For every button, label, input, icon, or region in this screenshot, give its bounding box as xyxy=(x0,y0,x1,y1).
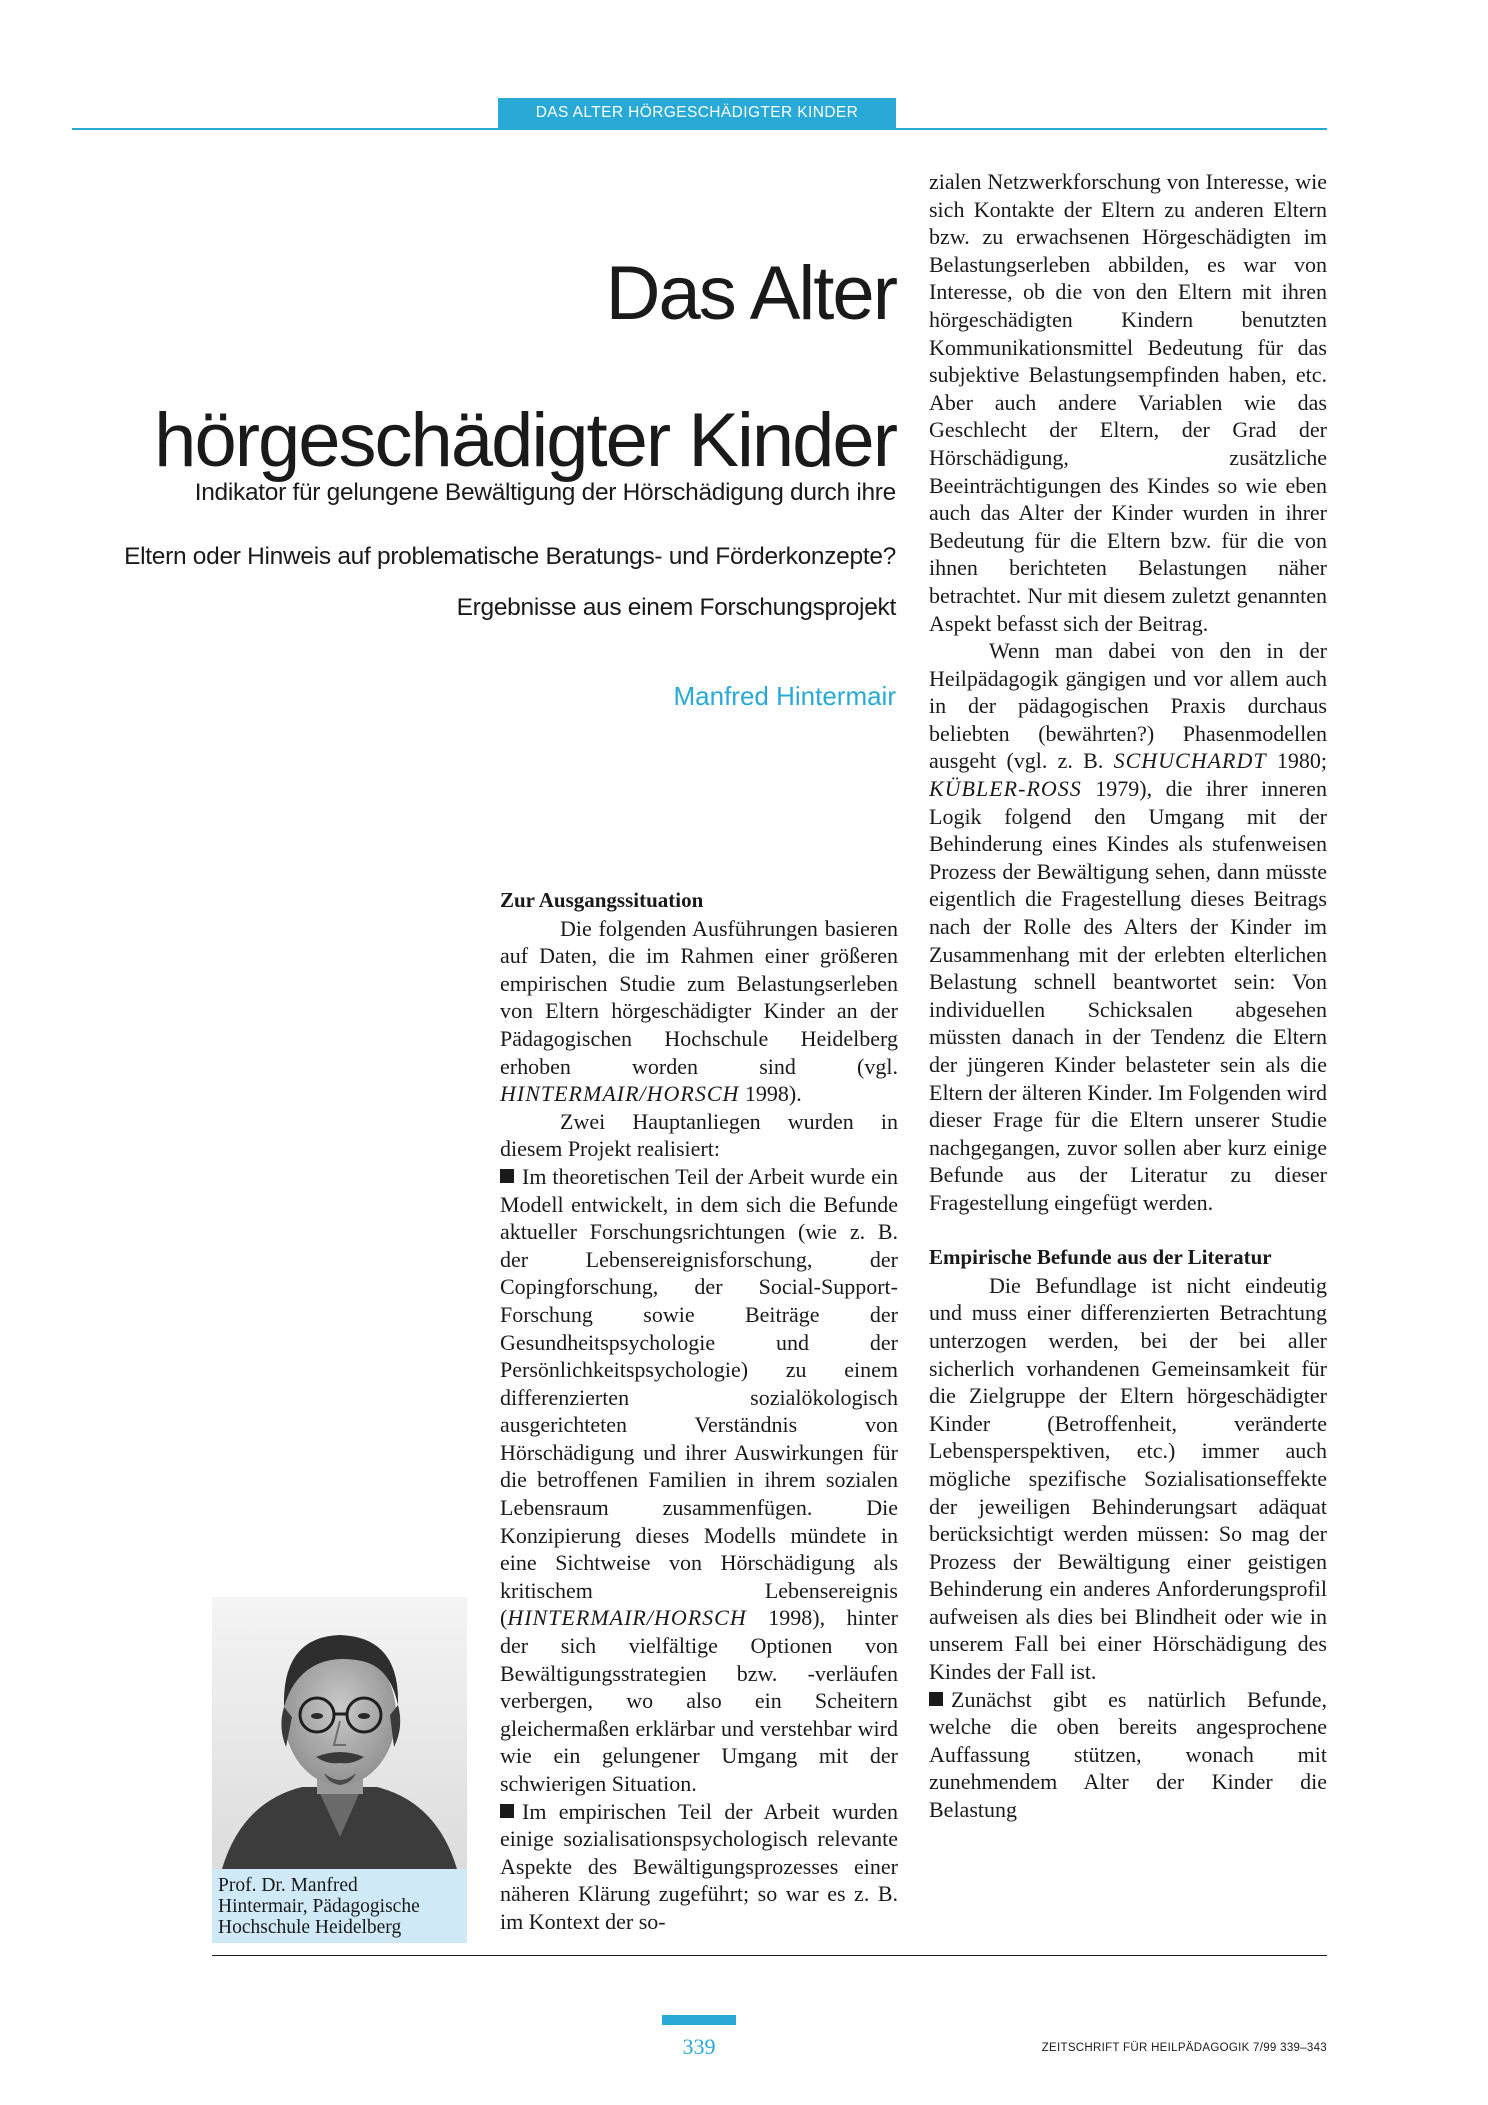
subtitle-line-2: Eltern oder Hinweis auf problematische Beratungs- und Förderkonzepte? xyxy=(124,543,896,570)
square-bullet-icon xyxy=(500,1804,514,1818)
citation: HINTERMAIR/HORSCH xyxy=(500,1081,740,1107)
caption-line: Prof. Dr. Manfred xyxy=(218,1875,358,1896)
text-span: Die folgenden Ausführungen basieren auf Daten, die im Rahmen einer größeren empirischen Studie zum Belastungserleben von Eltern hörgeschädigter Kinder an der Pädagogischen Hochschule Heidelberg erhoben worden sind (vgl. xyxy=(500,915,898,1079)
section-heading-empirische-befunde: Empirische Befunde aus der Literatur xyxy=(929,1245,1272,1270)
paragraph: Die Befundlage ist nicht eindeutig und muss einer differenzierten Betrachtung unterzogen werden, bei der bei aller sicherlich vorhandenen Gemeinsamkeit für die Zielgruppe der Eltern hörgeschädigter Kinder (Betroffenheit, veränderte Lebensperspektiven, etc.) immer auch mögliche spezifische Sozialisationseffekte der jeweiligen Behinderungsart adäquat berücksichtigt werden müssen: So mag der Prozess der Bewältigung einer geistigen Behinderung ein anderes Anforderungsprofil aufweisen als dies bei Blindheit oder wie in unserem Fall bei einer Hörschädigung des Kindes der Fall ist. xyxy=(929,1272,1327,1685)
square-bullet-icon xyxy=(500,1169,514,1183)
article-title-line-2: hörgeschädigter Kinder xyxy=(154,397,896,483)
right-column xyxy=(929,168,1327,1824)
top-rule xyxy=(72,128,1327,130)
subtitle-line-3: Ergebnisse aus einem Forschungsprojekt xyxy=(456,594,896,621)
author-portrait-icon xyxy=(212,1597,467,1869)
text-span: Im empirischen Teil der Arbeit wurden einige sozialisationspsychologisch relevante Aspekte des Bewältigungsprozesses einer näheren Klärung zugeführt; so war es z. B. im Kontext der so- xyxy=(500,1798,898,1934)
text-span: Im theoretischen Teil der Arbeit wurde ein Modell entwickelt, in dem sich die Befunde aktueller Forschungsrichtungen (wie z. B. der Lebensereignisforschung, der Copingforschung, der Social-Support-Forschung sowie Beiträge der Gesundheitspsychologie und der Persönlichkeitspsychologie) zu einem differenzierten sozialökologisch ausgerichteten Verständnis von Hörschädigung und ihrer Auswirkungen für die betroffenen Familien in ihrem sozialen Lebensraum zusammenfügen. Die Konzipierung dieses Modells mündete in eine Sichtweise von Hörschädigung als kritischem Lebensereignis ( xyxy=(500,1163,898,1631)
caption-line: Hintermair, Pädagogische xyxy=(218,1896,420,1917)
text-span: Zunächst gibt es natürlich Befunde, welche die oben bereits angesprochene Auffassung stützen, wonach mit zunehmendem Alter der Kinder die Belastung xyxy=(929,1686,1327,1823)
author-name: Manfred Hintermair xyxy=(673,681,896,711)
author-photo xyxy=(212,1597,467,1869)
citation: HINTERMAIR/HORSCH xyxy=(507,1605,747,1631)
article-title-line-1: Das Alter xyxy=(605,250,896,336)
subtitle-line-1: Indikator für gelungene Bewältigung der Hörschädigung durch ihre xyxy=(194,479,896,506)
bullet-paragraph xyxy=(500,1798,898,1936)
running-head: DAS ALTER HÖRGESCHÄDIGTER KINDER xyxy=(498,98,896,128)
section-gap xyxy=(929,1217,1327,1245)
square-bullet-icon xyxy=(929,1692,943,1706)
photo-caption xyxy=(212,1869,467,1943)
section-heading-ausgangssituation: Zur Ausgangssituation xyxy=(500,888,704,912)
bottom-rule xyxy=(212,1955,1327,1956)
paragraph xyxy=(929,637,1327,1216)
middle-column xyxy=(500,887,898,1936)
text-span: 1979), die ihrer inneren Logik folgend den Umgang mit der Behinderung eines Kindes als stufenweisen Prozess der Bewältigung sehen, dann müsste eigentlich die Fragestellung dieses Beitrags nach der Rolle des Alters der Kinder im Zusammenhang mit der erlebten elterlichen Belastung schnell beantwortet sein: Von individuellen Schicksalen abgesehen müssten danach in der Tendenz die Eltern der jüngeren Kinder belasteter sein als die Eltern der älteren Kinder. Im Folgenden wird dieser Frage für die Eltern unserer Studie nachgegangen, zuvor sollen aber kurz einige Befunde aus der Literatur zu dieser Fragestellung eingefügt werden. xyxy=(929,776,1327,1215)
journal-reference: ZEITSCHRIFT FÜR HEILPÄDAGOGIK 7/99 339–343 xyxy=(1041,2042,1327,2054)
paragraph: zialen Netzwerkforschung von Interesse, wie sich Kontakte der Eltern zu anderen Eltern bzw. zu erwachsenen Hörgeschädigten im Belastungserleben abbilden, es war von Interesse, ob die von den Eltern mit ihren hörgeschädigten Kindern benutzten Kommunikationsmittel Bedeutung für das subjektive Belastungsempfinden haben, etc. Aber auch andere Variablen wie das Geschlecht der Eltern, der Grad der Hörschädigung, zusätzliche Beeinträchtigungen des Kindes so wie eben auch das Alter der Kinder wurden in ihrer Bedeutung für die Eltern bzw. für die von ihnen berichteten Belastungen näher betrachtet. Nur mit diesem zuletzt genannten Aspekt befasst sich der Beitrag. xyxy=(929,169,1327,636)
citation: KÜBLER-ROSS xyxy=(929,776,1082,802)
page-number: 339 xyxy=(682,2034,716,2059)
paragraph xyxy=(500,915,898,1108)
bullet-paragraph xyxy=(929,1686,1327,1824)
page-number-tab xyxy=(662,2015,736,2025)
text-span: 1998), hinter der sich vielfältige Optionen von Bewältigungsstrategien bzw. -verläufen verbergen, wo also ein Scheitern gleichermaßen erklärbar und verstehbar wird wie ein gelungener Umgang mit der schwierigen Situation. xyxy=(500,1605,898,1796)
paragraph: Zwei Hauptanliegen wurden in diesem Projekt realisiert: xyxy=(500,1108,898,1162)
citation: SCHUCHARDT xyxy=(1113,748,1267,774)
caption-line: Hochschule Heidelberg xyxy=(218,1917,402,1938)
text-span: Wenn man dabei von den in der Heilpädagogik gängigen und vor allem auch in der pädagogischen Praxis durchaus beliebten (bewährten?) Phasenmodellen ausgeht (vgl. z. B. xyxy=(929,638,1327,774)
text-span: 1980; xyxy=(1266,748,1327,774)
text-span: 1998). xyxy=(739,1081,802,1107)
bullet-paragraph xyxy=(500,1163,898,1798)
